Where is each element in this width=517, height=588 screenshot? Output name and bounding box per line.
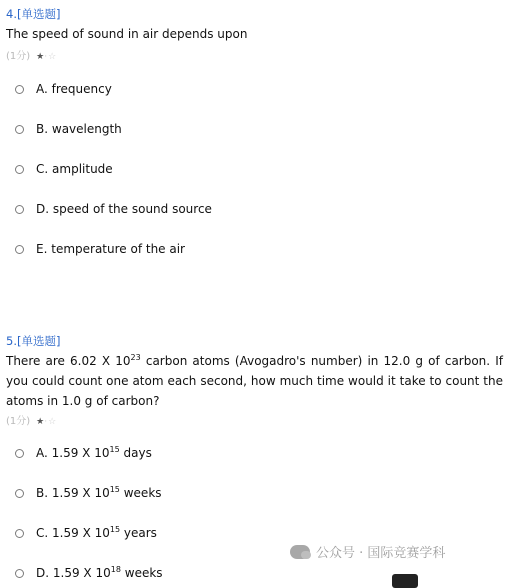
radio-button[interactable] — [15, 85, 24, 94]
star-rating-icon: ·☆ — [44, 417, 58, 427]
option-a[interactable] — [15, 81, 112, 97]
star-icon: ★ — [36, 417, 45, 427]
option-a[interactable] — [15, 445, 152, 461]
question-4-score — [6, 47, 57, 62]
watermark-text: 公众号 · 国际竞赛学科 — [316, 546, 446, 561]
score-label: (1分) — [6, 416, 31, 427]
option-e[interactable] — [15, 241, 185, 257]
option-label: B. wavelength — [36, 122, 122, 136]
question-5-stem: There are 6.02 X $10^{23}$ carbon atoms (Avogadro's number) in 12.0 g of carbon. If you could count one atom each second, how much time would it take to count the atoms in 1.0 g of carbon? — [6, 353, 504, 408]
radio-button[interactable] — [15, 449, 24, 458]
option-label: B. 1.59 X $10^{15}$ weeks — [36, 485, 162, 500]
question-5-score — [6, 412, 57, 427]
question-5-header — [6, 333, 60, 349]
question-4-header — [6, 6, 60, 22]
option-b[interactable] — [15, 485, 162, 501]
watermark — [290, 542, 445, 561]
wechat-icon — [290, 545, 310, 559]
option-d[interactable] — [15, 565, 163, 581]
option-label: C. 1.59 X $10^{15}$ years — [36, 525, 157, 540]
radio-button[interactable] — [15, 245, 24, 254]
option-label: E. temperature of the air — [36, 242, 185, 256]
option-label: D. speed of the sound source — [36, 202, 212, 216]
radio-button[interactable] — [15, 205, 24, 214]
option-b[interactable] — [15, 121, 122, 137]
score-label: (1分) — [6, 51, 31, 62]
corner-badge — [392, 574, 424, 588]
badge-icon — [392, 574, 418, 588]
question-number: 5. — [6, 334, 17, 348]
question-type-label: [单选题] — [16, 334, 61, 348]
question-type-label: [单选题] — [16, 7, 61, 21]
option-d[interactable] — [15, 201, 212, 217]
radio-button[interactable] — [15, 489, 24, 498]
option-label: D. 1.59 X $10^{18}$ weeks — [36, 565, 163, 580]
option-c[interactable] — [15, 525, 157, 541]
option-label: A. 1.59 X $10^{15}$ days — [36, 445, 152, 460]
option-label: A. frequency — [36, 82, 112, 96]
option-label: C. amplitude — [36, 162, 113, 176]
star-rating-icon: ·☆ — [44, 52, 58, 62]
radio-button[interactable] — [15, 529, 24, 538]
radio-button[interactable] — [15, 569, 24, 578]
option-c[interactable] — [15, 161, 113, 177]
radio-button[interactable] — [15, 165, 24, 174]
star-icon: ★ — [36, 52, 45, 62]
radio-button[interactable] — [15, 125, 24, 134]
question-4-stem: The speed of sound in air depends upon — [6, 27, 248, 41]
question-number: 4. — [6, 7, 17, 21]
